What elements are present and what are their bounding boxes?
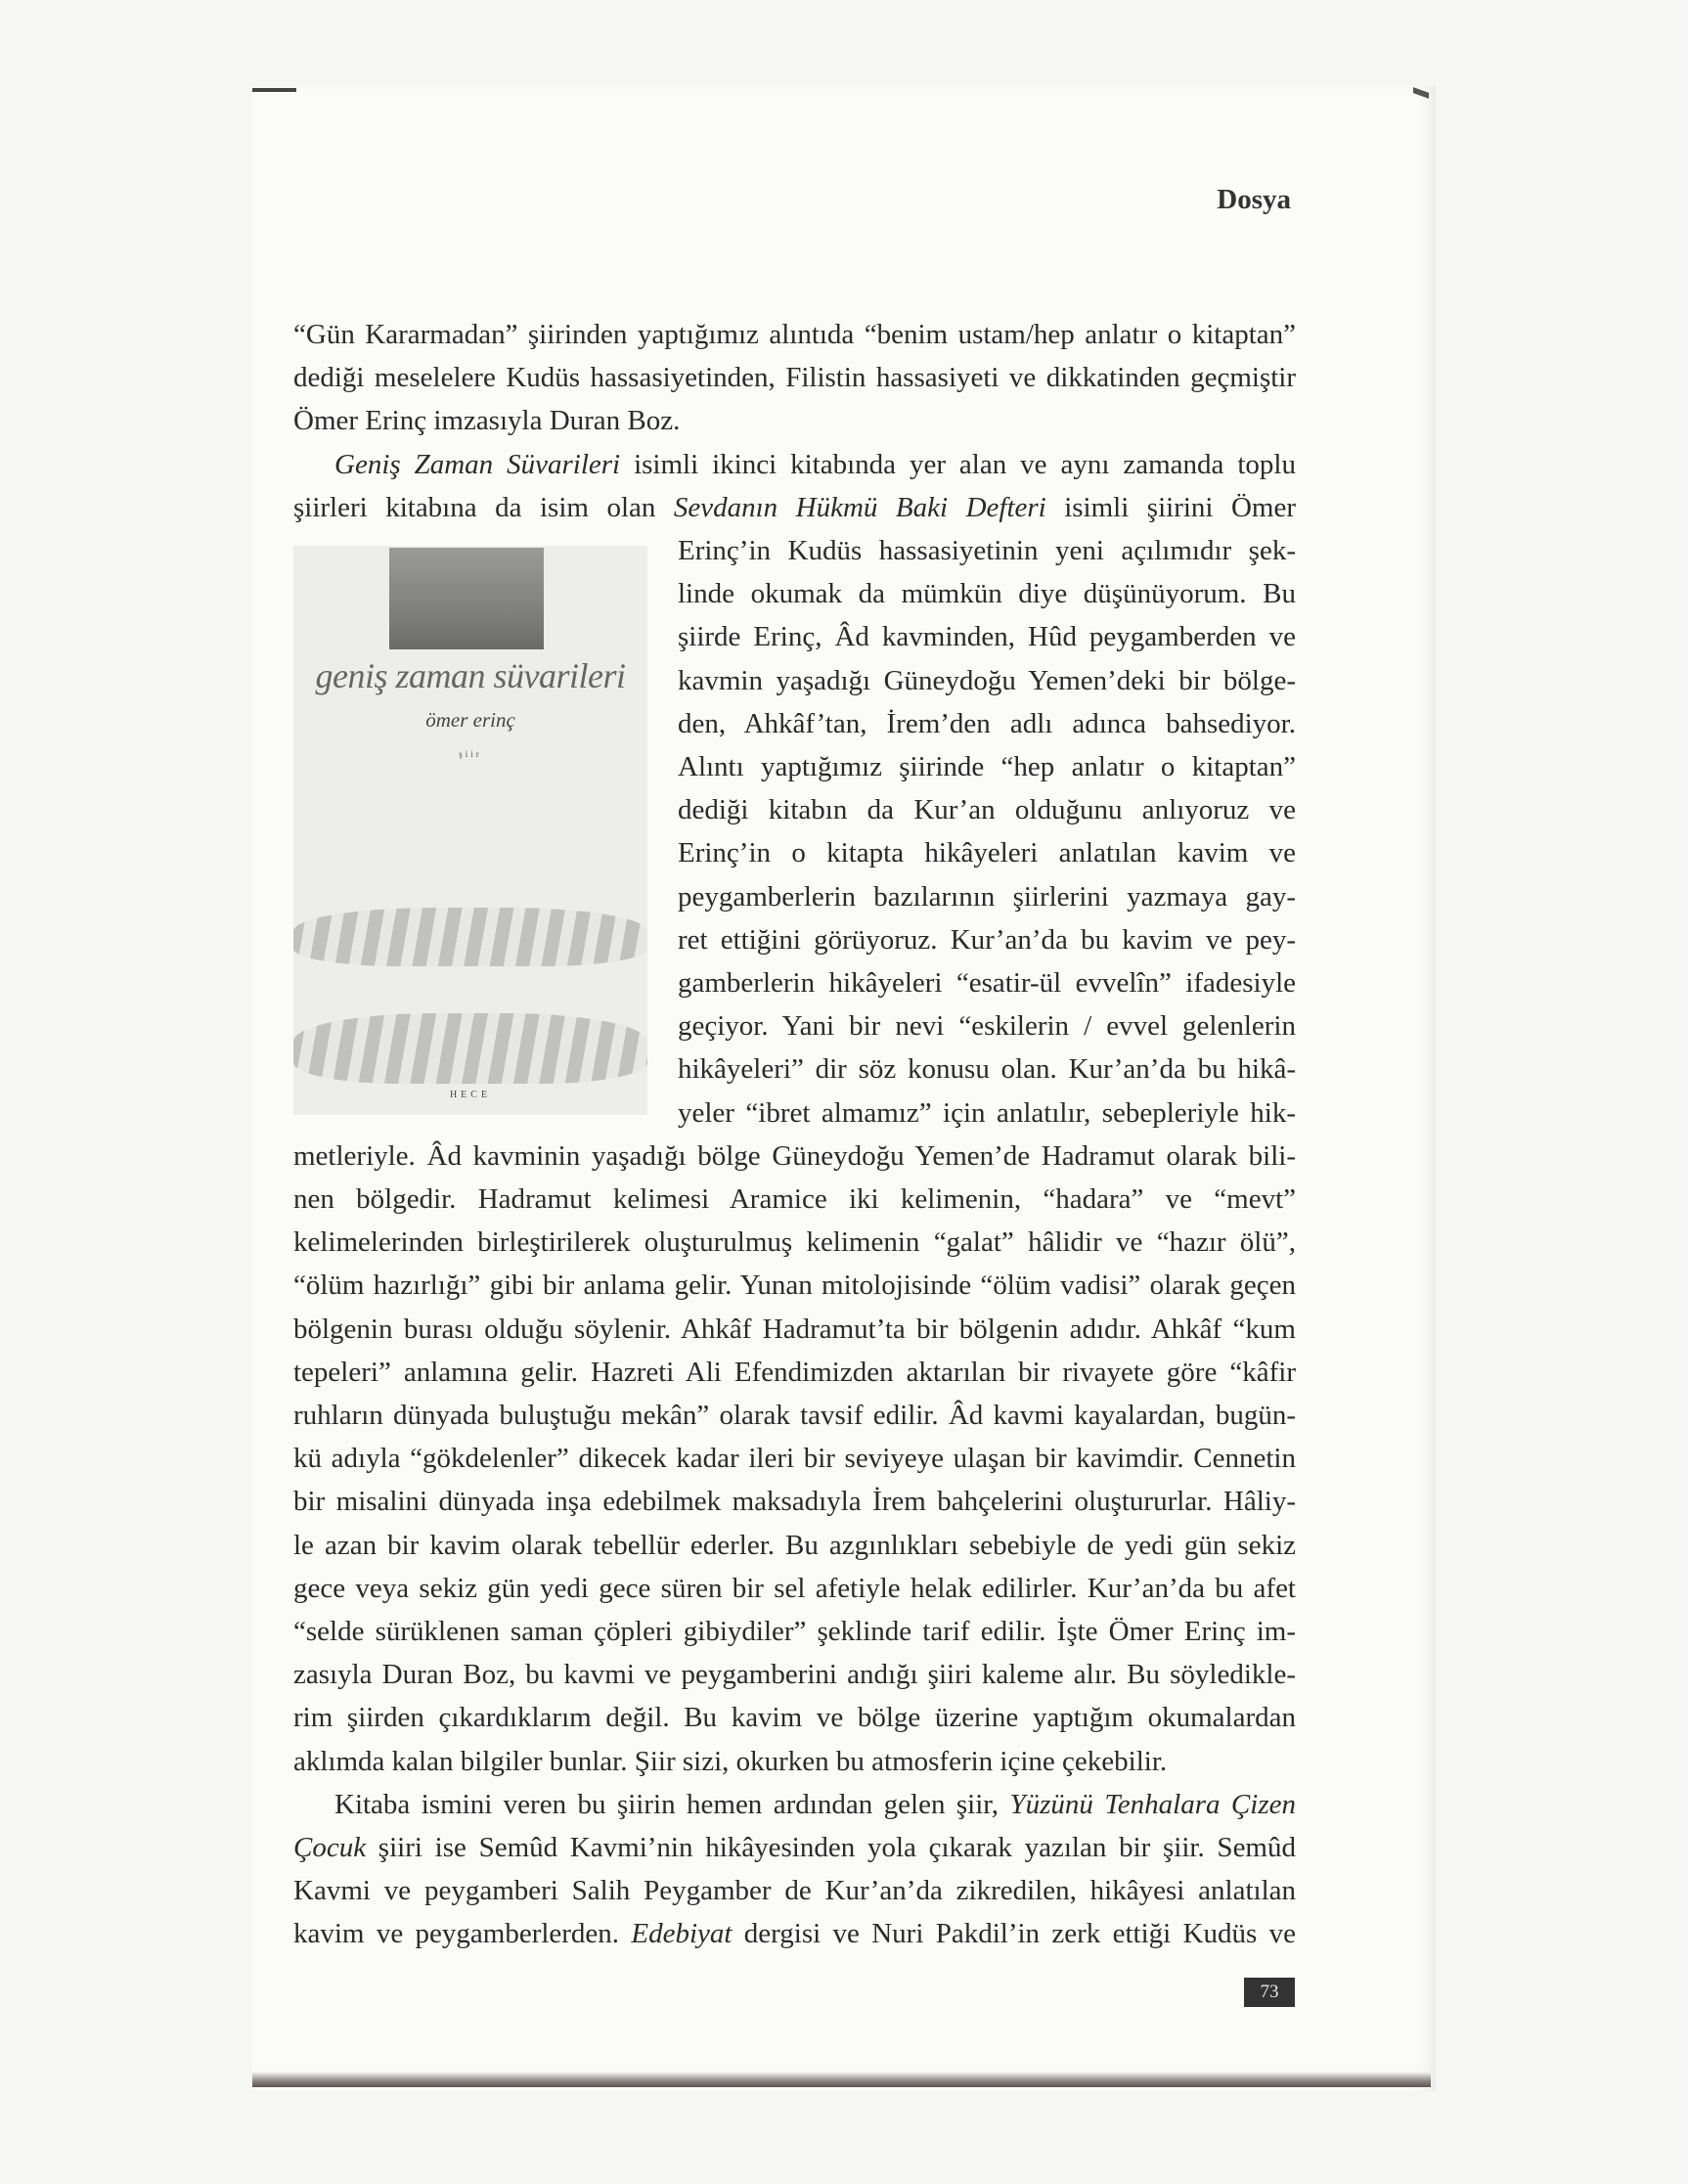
- text-line: [678, 702, 1296, 745]
- text-line: [293, 1221, 1296, 1264]
- text-segment: ruhların dünyada buluştuğu mekân” olarak tavsif edilir. Âd kavmi kayalardan, bugün-: [293, 1400, 1296, 1431]
- text-segment: peygamberlerin bazılarının şiirlerini yazmaya gay-: [678, 880, 1296, 913]
- text-line: [293, 1178, 1296, 1221]
- book-cover-image: [293, 546, 647, 1115]
- text-segment: bölgenin burası olduğu söylenir. Ahkâf Hadramut’ta bir bölgenin adıdır. Ahkâf “kum: [293, 1313, 1296, 1345]
- text-segment: “Gün Kararmadan” şiirinden yaptığımız alıntıda “benim ustam/hep anlatır o kitaptan”: [293, 319, 1296, 350]
- page-edge-bottom: [252, 2072, 1431, 2087]
- text-line: [293, 1653, 1296, 1696]
- text-line: [293, 1826, 1296, 1869]
- text-segment: Kavmi ve peygamberi Salih Peygamber de Kur’an’da zikredilen, hikâyesi anlatılan: [293, 1875, 1296, 1907]
- italic-title: Geniş Zaman Süvarileri: [334, 448, 621, 480]
- text-line: [293, 399, 1296, 442]
- text-line: [293, 1912, 1296, 1955]
- text-line: [293, 1394, 1296, 1437]
- text-segment: dergisi ve Nuri Pakdil’in zerk ettiği Kudüs ve: [732, 1918, 1296, 1950]
- text-segment: Ömer Erinç imzasıyla Duran Boz.: [293, 405, 681, 437]
- text-line: [293, 1524, 1296, 1567]
- italic-title: Edebiyat: [631, 1918, 733, 1950]
- text-segment: le azan bir kavim olarak tebellür ederler. Bu azgınlıkları sebebiyle de yedi gün sekiz: [293, 1529, 1296, 1561]
- text-segment: aklımda kalan bilgiler bunlar. Şiir sizi, okurken bu atmosferin içine çekebilir.: [293, 1745, 1168, 1777]
- text-segment: yeler “ibret almamız” için anlatılır, sebepleriyle hik-: [678, 1096, 1296, 1129]
- page-number: 73: [1244, 1978, 1295, 2007]
- text-line: [293, 1135, 1296, 1178]
- text-segment: şiirde Erinç, Âd kavminden, Hûd peygamberden ve: [678, 621, 1296, 653]
- text-line: [293, 1783, 1296, 1826]
- text-segment: isimli şiirini Ömer: [1045, 491, 1296, 523]
- text-segment: Erinç’in Kudüs hassasiyetinin yeni açılımıdır şek-: [678, 535, 1296, 566]
- text-segment: metleriyle. Âd kavminin yaşadığı bölge Güneydoğu Yemen’de Hadramut olarak bili-: [293, 1139, 1296, 1172]
- text-line: [293, 1308, 1296, 1351]
- text-line: [293, 1567, 1296, 1610]
- text-segment: kelimelerinden birleştirilerek oluşturulmuş kelimenin “galat” hâlidir ve “hazır ölü”,: [293, 1226, 1296, 1259]
- text-segment: kavmin yaşadığı Güneydoğu Yemen’deki bir bölge-: [678, 664, 1296, 696]
- italic-title: Sevdanın Hükmü Baki Defteri: [673, 491, 1046, 523]
- text-segment: “selde sürüklenen saman çöpleri gibiydiler” şeklinde tarif edilir. İşte Ömer Erinç im-: [293, 1616, 1296, 1647]
- italic-title: Yüzünü Tenhalara Çizen: [1009, 1788, 1296, 1820]
- cover-author: ömer erinç: [425, 708, 515, 732]
- text-line: [678, 788, 1296, 831]
- text-segment: “ölüm hazırlığı” gibi bir anlama gelir. Yunan mitolojisinde “ölüm vadisi” olarak geçen: [293, 1270, 1296, 1302]
- text-segment: isimli ikinci kitabında yer alan ve aynı zamanda toplu: [620, 448, 1296, 480]
- text-segment: hikâyeleri” dir söz konusu olan. Kur’an’da bu hikâ-: [678, 1053, 1296, 1086]
- text-line: [293, 1740, 1296, 1783]
- text-segment: ret ettiğini görüyoruz. Kur’an’da bu kavim ve pey-: [678, 923, 1296, 956]
- text-line: [678, 961, 1296, 1004]
- text-segment: Erinç’in o kitapta hikâyeleri anlatılan kavim ve: [678, 837, 1296, 869]
- page-edge-top: [252, 88, 296, 92]
- camel-caravan-illustration: [293, 908, 647, 966]
- text-line: [678, 572, 1296, 615]
- cover-title: geniş zaman süvarileri: [315, 656, 626, 695]
- text-segment: zasıyla Duran Boz, bu kavmi ve peygamberini andığı şiiri kaleme alır. Bu söyledikle-: [293, 1659, 1296, 1691]
- text-line: [678, 918, 1296, 961]
- cover-publisher: HECE: [449, 1090, 492, 1100]
- text-line: [293, 1480, 1296, 1523]
- text-line: [293, 1264, 1296, 1307]
- camel-caravan-illustration: [293, 1013, 647, 1084]
- text-line: [678, 659, 1296, 702]
- text-line: [678, 745, 1296, 788]
- cover-photo: [389, 548, 544, 649]
- text-segment: linde okumak da mümkün diye düşünüyorum. Bu: [678, 578, 1296, 610]
- text-line: [678, 1004, 1296, 1047]
- text-line: [293, 1437, 1296, 1480]
- text-segment: rim şiirden çıkardıklarım değil. Bu kavim ve bölge üzerine yaptığım okumalardan: [293, 1702, 1296, 1734]
- text-line: [293, 1351, 1296, 1394]
- text-segment: dediği kitabın da Kur’an olduğunu anlıyoruz ve: [678, 794, 1296, 826]
- text-line: [678, 831, 1296, 874]
- text-line: [678, 529, 1296, 572]
- text-segment: dediği meselelere Kudüs hassasiyetinden, Filistin hassasiyeti ve dikkatinden geçmiştir: [293, 362, 1296, 394]
- text-segment: tepeleri” anlamına gelir. Hazreti Ali Efendimizden aktarılan bir rivayete göre “kâfir: [293, 1356, 1296, 1388]
- text-line: [293, 1869, 1296, 1912]
- text-line: [678, 615, 1296, 658]
- text-line: [293, 1610, 1296, 1653]
- cover-genre: şiir: [459, 749, 482, 759]
- text-line: [293, 443, 1296, 486]
- italic-title: Çocuk: [293, 1832, 367, 1863]
- text-line: [293, 486, 1296, 529]
- text-line: [678, 1047, 1296, 1091]
- text-line: [293, 1696, 1296, 1739]
- text-line: [293, 356, 1296, 399]
- text-segment: kü adıyla “gökdelenler” dikecek kadar ileri bir seviyeye ulaşan bir kavimdir. Cennetin: [293, 1443, 1296, 1475]
- text-segment: şiirleri kitabına da isim olan: [293, 491, 674, 523]
- text-segment: gamberlerin hikâyeleri “esatir-ül evvelîn” ifadesiyle: [678, 967, 1296, 999]
- text-segment: den, Ahkâf’tan, İrem’den adlı adınca bahsediyor.: [678, 707, 1296, 739]
- text-segment: şiiri ise Semûd Kavmi’nin hikâyesinden yola çıkarak yazılan bir şiir. Semûd: [366, 1832, 1296, 1863]
- text-line: [678, 875, 1296, 918]
- text-segment: kavim ve peygamberlerden.: [293, 1918, 632, 1950]
- text-segment: Kitaba ismini veren bu şiirin hemen ardından gelen şiir,: [334, 1788, 1010, 1820]
- text-segment: gece veya sekiz gün yedi gece süren bir sel afetiyle helak edilirler. Kur’an’da bu afet: [293, 1572, 1296, 1604]
- text-segment: Alıntı yaptığımız şiirinde “hep anlatır o kitaptan”: [678, 751, 1296, 782]
- section-header: Dosya: [1217, 184, 1291, 215]
- text-line: [293, 313, 1296, 356]
- text-line: [678, 1092, 1296, 1135]
- text-segment: bir misalini dünyada inşa edebilmek maksadıyla İrem bahçelerini oluştururlar. Hâliy-: [293, 1486, 1296, 1518]
- text-segment: geçiyor. Yani bir nevi “eskilerin / evvel gelenlerin: [678, 1010, 1296, 1043]
- text-segment: nen bölgedir. Hadramut kelimesi Aramice iki kelimenin, “hadara” ve “mevt”: [293, 1183, 1296, 1215]
